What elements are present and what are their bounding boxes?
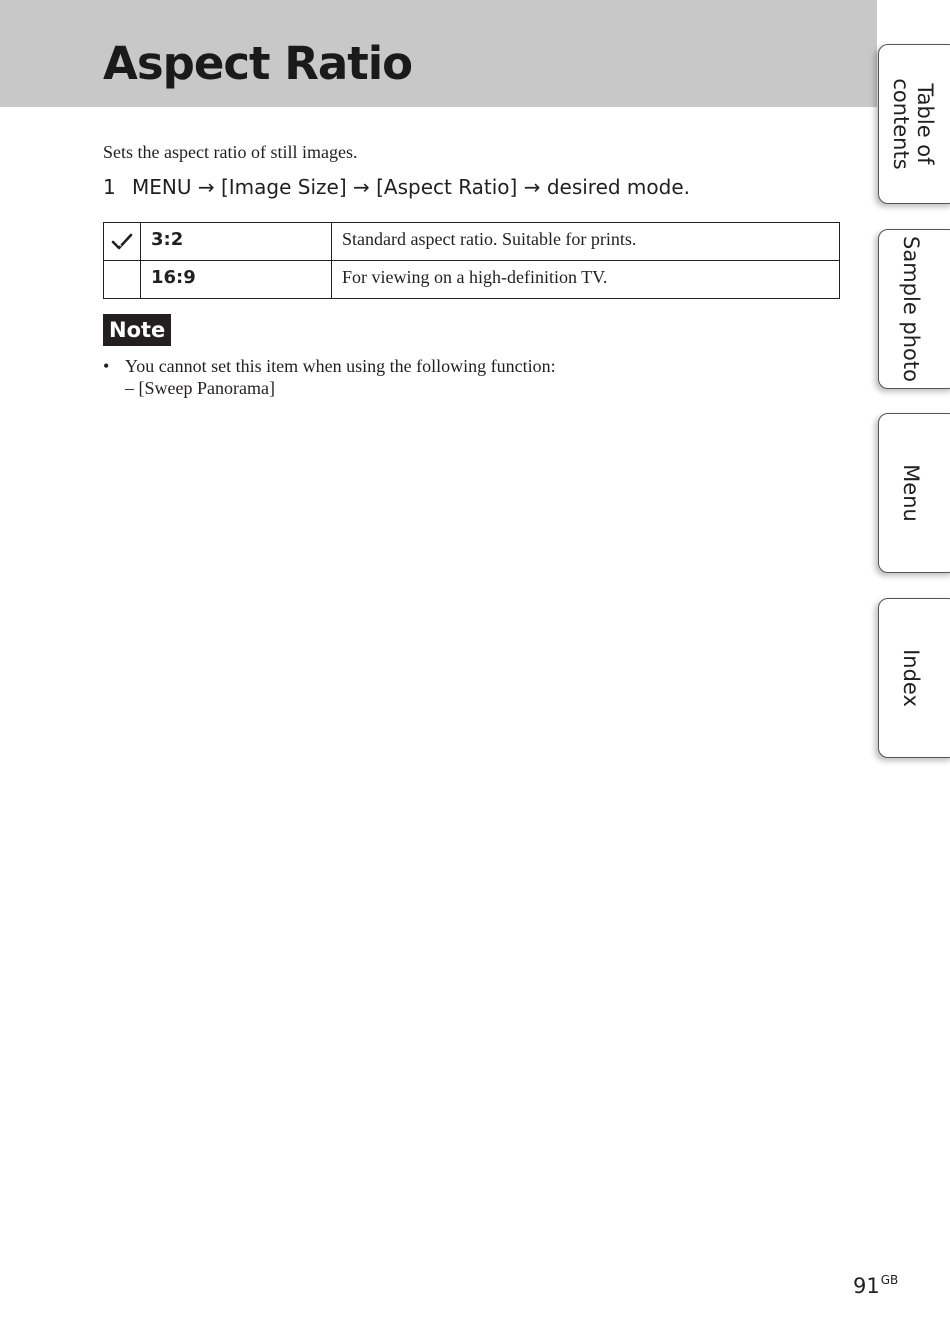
- tab-sample-photo[interactable]: [878, 229, 950, 389]
- tab-label: Sample photo: [899, 236, 923, 382]
- page-number-value: 91: [853, 1274, 880, 1298]
- note-list: [103, 355, 556, 399]
- tab-menu[interactable]: [878, 413, 950, 573]
- tab-label: Menu: [899, 464, 923, 522]
- tab-label: [889, 78, 937, 169]
- note-subitem-text: – [Sweep Panorama]: [125, 378, 275, 398]
- option-description: For viewing on a high-definition TV.: [332, 261, 840, 299]
- bullet-icon: •: [103, 356, 110, 376]
- default-marker-cell: [104, 223, 141, 261]
- tab-label: Index: [899, 649, 923, 707]
- checkmark-icon: [110, 230, 134, 254]
- tab-index[interactable]: [878, 598, 950, 758]
- step-text: MENU → [Image Size] → [Aspect Ratio] → desired mode.: [132, 175, 691, 199]
- step-instruction: [103, 172, 690, 202]
- default-marker-cell: [104, 261, 141, 299]
- step-number: 1: [103, 175, 116, 199]
- option-description: Standard aspect ratio. Suitable for prints.: [332, 223, 840, 261]
- tab-table-of-contents[interactable]: [878, 44, 950, 204]
- option-value: 16:9: [141, 261, 332, 299]
- page-number: [853, 1265, 898, 1301]
- option-value: 3:2: [141, 223, 332, 261]
- options-table: [103, 222, 840, 299]
- intro-text: Sets the aspect ratio of still images.: [103, 142, 358, 162]
- page-title: Aspect Ratio: [103, 37, 413, 90]
- note-subitem: [103, 377, 556, 399]
- page-number-suffix: GB: [880, 1273, 899, 1287]
- tab-label-line: Table of: [913, 83, 937, 165]
- tab-label-line: contents: [889, 78, 913, 170]
- table-row: [104, 223, 840, 261]
- table-row: [104, 261, 840, 299]
- note-item-text: You cannot set this item when using the following function:: [125, 356, 556, 376]
- note-label: Note: [103, 314, 171, 346]
- note-item: [103, 355, 556, 377]
